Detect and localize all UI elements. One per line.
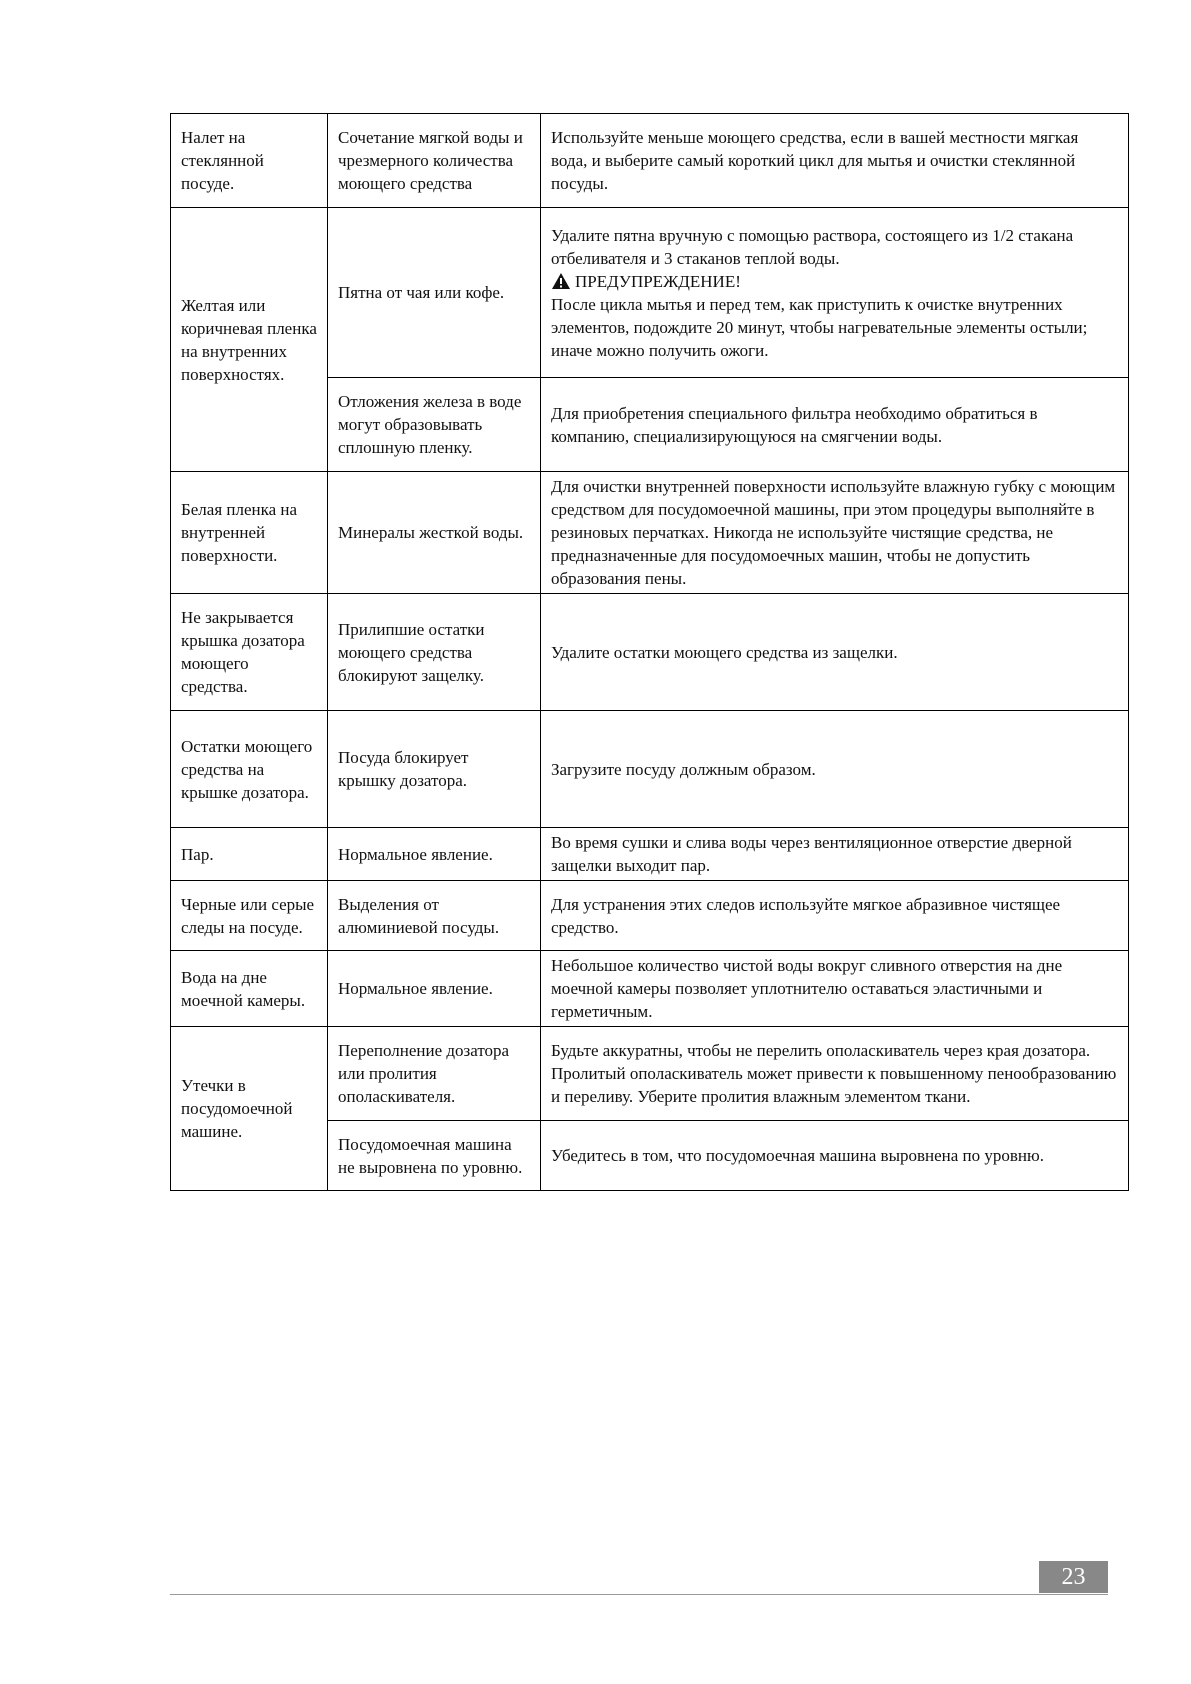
solution-cell: Для приобретения специального фильтра необходимо обратиться в компанию, специализирующуюся на смягчении воды. xyxy=(541,378,1129,472)
cause-cell: Посуда блокирует крышку дозатора. xyxy=(328,711,541,828)
cause-cell: Нормальное явление. xyxy=(328,828,541,881)
solution-cell: Будьте аккуратны, чтобы не перелить ополаскиватель через края дозатора. Пролитый ополаскиватель может привести к повышенному пенообразованию и переливу. Уберите пролития влажным элементом ткани. xyxy=(541,1027,1129,1121)
problem-cell: Желтая или коричневая пленка на внутренних поверхностях. xyxy=(171,208,328,472)
table-row xyxy=(171,828,1129,881)
problem-cell: Черные или серые следы на посуде. xyxy=(171,881,328,951)
cause-cell: Нормальное явление. xyxy=(328,951,541,1027)
solution-cell: Для устранения этих следов используйте мягкое абразивное чистящее средство. xyxy=(541,881,1129,951)
solution-cell: Убедитесь в том, что посудомоечная машина выровнена по уровню. xyxy=(541,1121,1129,1191)
cause-cell: Минералы жесткой воды. xyxy=(328,472,541,594)
table-row xyxy=(171,114,1129,208)
table-row xyxy=(171,472,1129,594)
solution-text: Удалите пятна вручную с помощью раствора, состоящего из 1/2 стакана отбеливателя и 3 стаканов теплой воды. xyxy=(551,225,1074,268)
table-row xyxy=(171,208,1129,378)
problem-cell: Не закрывается крышка дозатора моющего средства. xyxy=(171,594,328,711)
solution-cell: Во время сушки и слива воды через вентиляционное отверстие дверной защелки выходит пар. xyxy=(541,828,1129,881)
solution-cell xyxy=(541,208,1129,378)
troubleshooting-table xyxy=(170,113,1129,1191)
cause-cell: Отложения железа в воде могут образовывать сплошную пленку. xyxy=(328,378,541,472)
problem-cell: Остатки моющего средства на крышке дозатора. xyxy=(171,711,328,828)
cause-cell: Выделения от алюминиевой посуды. xyxy=(328,881,541,951)
table-row xyxy=(171,951,1129,1027)
footer-divider xyxy=(170,1594,1108,1595)
warning-label: ПРЕДУПРЕЖДЕНИЕ! xyxy=(575,271,741,291)
cause-cell: Сочетание мягкой воды и чрезмерного количества моющего средства xyxy=(328,114,541,208)
warning-heading xyxy=(551,270,1118,293)
problem-cell: Белая пленка на внутренней поверхности. xyxy=(171,472,328,594)
solution-cell: Для очистки внутренней поверхности используйте влажную губку с моющим средством для посудомоечной машины, при этом процедуры выполняйте в резиновых перчатках. Никогда не используйте чистящие средства, не предназначенные для посудомоечных машин, чтобы не допустить образования пены. xyxy=(541,472,1129,594)
cause-cell: Посудомоечная машина не выровнена по уровню. xyxy=(328,1121,541,1191)
problem-cell: Налет на стеклянной посуде. xyxy=(171,114,328,208)
problem-cell: Вода на дне моечной камеры. xyxy=(171,951,328,1027)
table-row xyxy=(171,711,1129,828)
table-row xyxy=(171,881,1129,951)
warning-triangle-icon xyxy=(551,272,571,290)
cause-cell: Переполнение дозатора или пролития ополаскивателя. xyxy=(328,1027,541,1121)
solution-cell: Небольшое количество чистой воды вокруг сливного отверстия на дне моечной камеры позволяет уплотнителю оставаться эластичными и герметичным. xyxy=(541,951,1129,1027)
solution-cell: Используйте меньше моющего средства, если в вашей местности мягкая вода, и выберите самый короткий цикл для мытья и очистки стеклянной посуды. xyxy=(541,114,1129,208)
table-row xyxy=(171,1027,1129,1121)
solution-cell: Загрузите посуду должным образом. xyxy=(541,711,1129,828)
problem-cell: Пар. xyxy=(171,828,328,881)
solution-cell: Удалите остатки моющего средства из защелки. xyxy=(541,594,1129,711)
cause-cell: Пятна от чая или кофе. xyxy=(328,208,541,378)
page-number: 23 xyxy=(1039,1561,1108,1593)
table-row xyxy=(171,594,1129,711)
problem-cell: Утечки в посудомоечной машине. xyxy=(171,1027,328,1191)
warning-text: После цикла мытья и перед тем, как приступить к очистке внутренних элементов, подождите 20 минут, чтобы нагревательные элементы остыли; иначе можно получить ожоги. xyxy=(551,294,1088,360)
cause-cell: Прилипшие остатки моющего средства блокируют защелку. xyxy=(328,594,541,711)
